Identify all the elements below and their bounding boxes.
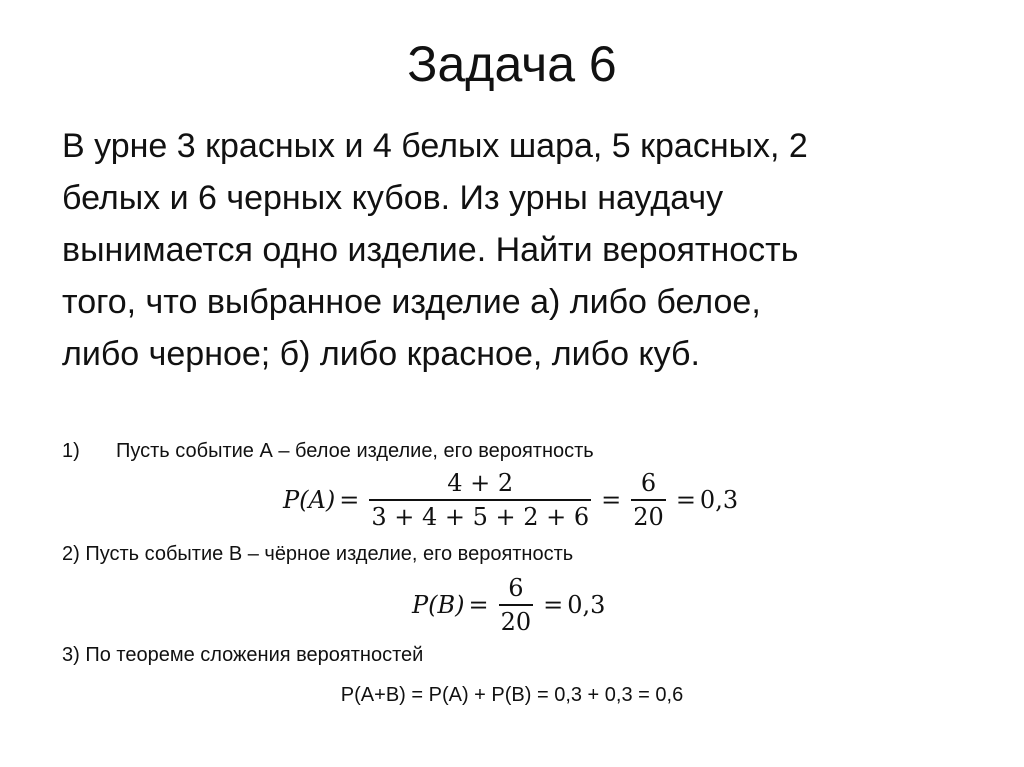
step-2-text: 2) Пусть событие В – чёрное изделие, его вероятность [62,543,574,565]
formula-3: P(A+B) = P(A) + P(B) = 0,3 + 0,3 = 0,6 [340,684,684,706]
problem-line: либо черное; б) либо красное, либо куб. [62,335,700,373]
equals-sign: = [543,591,564,619]
formula-2-fraction-numerator: 6 [508,574,524,602]
formula-1-fraction-1-denominator: 3 + 4 + 5 + 2 + 6 [371,503,590,531]
formula-2-result: 0,3 [567,591,606,619]
problem-line: вынимается одно изделие. Найти вероятность [62,231,799,269]
problem-statement [62,120,982,380]
step-3-text: 3) По теореме сложения вероятностей [62,644,424,666]
equals-sign: = [675,486,696,514]
formula-1-result: 0,3 [699,486,739,514]
formula-2-lhs: P(B) [412,591,465,619]
formula-2 [412,573,605,637]
equals-sign: = [601,486,622,514]
formula-1-fraction-1 [369,469,591,531]
equals-sign: = [468,591,489,619]
formula-2-fraction-denominator: 20 [500,608,532,636]
formula-1-fraction-2 [631,469,666,531]
formula-1-lhs: P(A) [283,486,336,514]
equals-sign: = [339,486,360,514]
formula-1-fraction-1-numerator: 4 + 2 [447,469,514,497]
slide-title: Задача 6 [407,36,617,92]
formula-1-fraction-2-numerator: 6 [640,469,657,497]
formula-1-fraction-2-denominator: 20 [633,503,664,531]
step-1-text: Пусть событие А – белое изделие, его вероятность [116,440,594,462]
step-1-number: 1) [62,440,80,462]
problem-line: белых и 6 черных кубов. Из урны наудачу [62,179,724,217]
problem-line: В урне 3 красных и 4 белых шара, 5 красных, 2 [62,127,808,165]
formula-1 [283,468,738,532]
problem-line: того, что выбранное изделие а) либо белое, [62,283,761,321]
formula-2-fraction [499,574,534,636]
